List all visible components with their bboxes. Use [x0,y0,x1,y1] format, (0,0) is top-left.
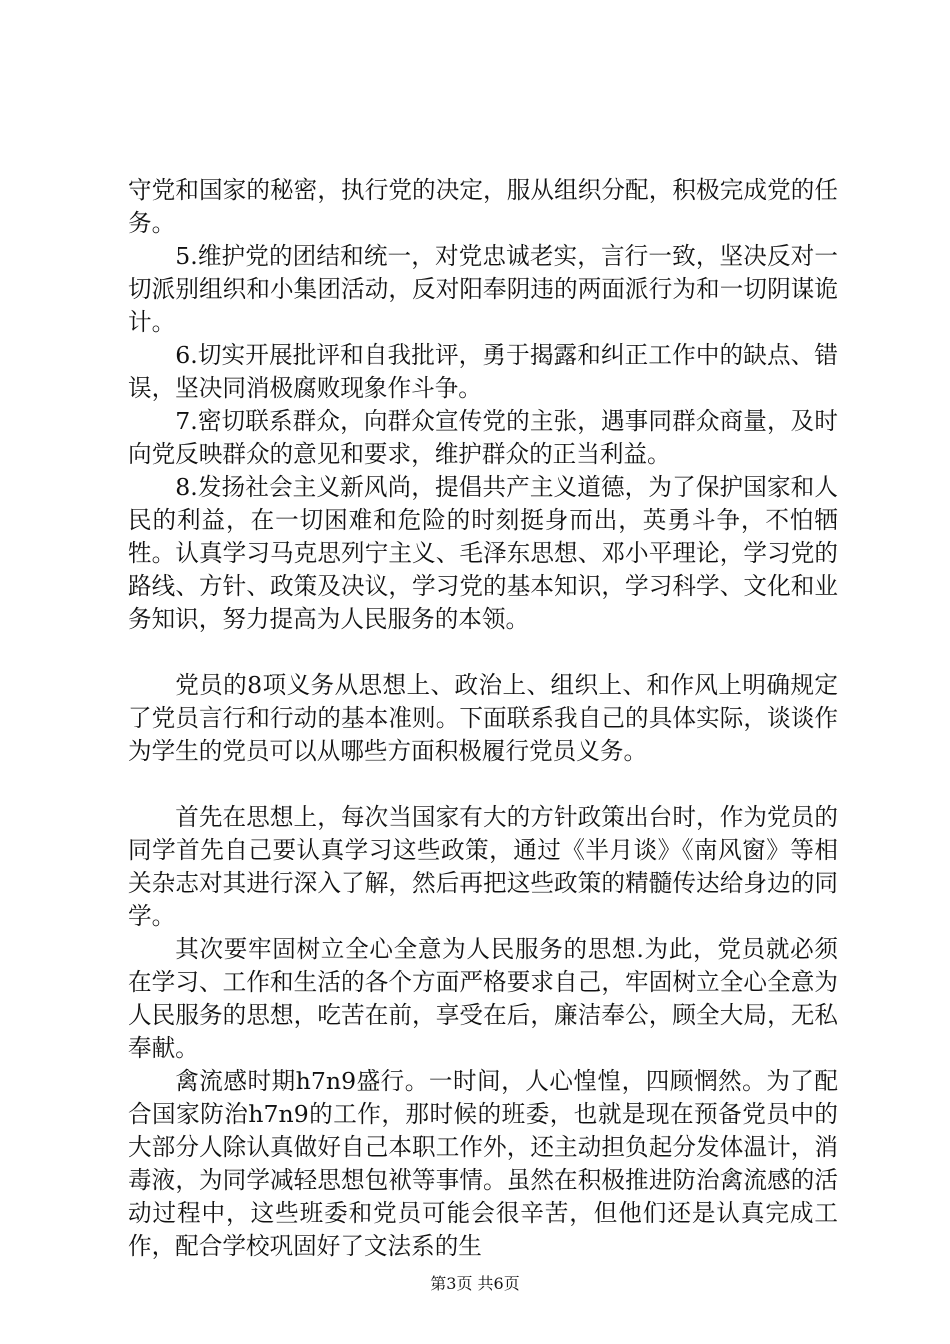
paragraph-continuation: 守党和国家的秘密，执行党的决定，服从组织分配，积极完成党的任务。 [128,176,838,237]
paragraph-service: 其次要牢固树立全心全意为人民服务的思想.为此，党员就必须在学习、工作和生活的各个方面严格要求自己，牢固树立全心全意为人民服务的思想，吃苦在前，享受在后，廉洁奉公，顾全大局，无私奉献。 [128,935,838,1062]
paragraph-summary: 党员的8项义务从思想上、政治上、组织上、和作风上明确规定了党员言行和行动的基本准则。下面联系我自己的具体实际，谈谈作为学生的党员可以从哪些方面积极履行党员义务。 [128,671,838,765]
document-body [128,174,838,1263]
paragraph-obligation-8: 8.发扬社会主义新风尚，提倡共产主义道德，为了保护国家和人民的利益，在一切困难和危险的时刻挺身而出，英勇斗争，不怕牺牲。认真学习马克思列宁主义、毛泽东思想、邓小平理论，学习党的路线、方针、政策及决议，学习党的基本知识，学习科学、文化和业务知识，努力提高为人民服务的本领。 [128,473,838,633]
paragraph-obligation-6: 6.切实开展批评和自我批评，勇于揭露和纠正工作中的缺点、错误，坚决同消极腐败现象作斗争。 [128,341,838,402]
paragraph-obligation-5: 5.维护党的团结和统一，对党忠诚老实，言行一致，坚决反对一切派别组织和小集团活动，反对阳奉阴违的两面派行为和一切阴谋诡计。 [128,242,838,336]
page-number: 第3页 共6页 [430,1274,520,1293]
paragraph-h7n9: 禽流感时期h7n9盛行。一时间，人心惶惶，四顾惘然。为了配合国家防治h7n9的工作，那时候的班委，也就是现在预备党员中的大部分人除认真做好自己本职工作外，还主动担负起分发体温计，消毒液，为同学减轻思想包袱等事情。虽然在积极推进防治禽流感的活动过程中，这些班委和党员可能会很辛苦，但他们还是认真完成工作，配合学校巩固好了文法系的生 [128,1067,838,1260]
paragraph-ideology: 首先在思想上，每次当国家有大的方针政策出台时，作为党员的同学首先自己要认真学习这些政策，通过《半月谈》《南风窗》等相关杂志对其进行深入了解，然后再把这些政策的精髓传达给身边的同学。 [128,803,838,930]
paragraph-obligation-7: 7.密切联系群众，向群众宣传党的主张，遇事同群众商量，及时向党反映群众的意见和要求，维护群众的正当利益。 [128,407,838,468]
